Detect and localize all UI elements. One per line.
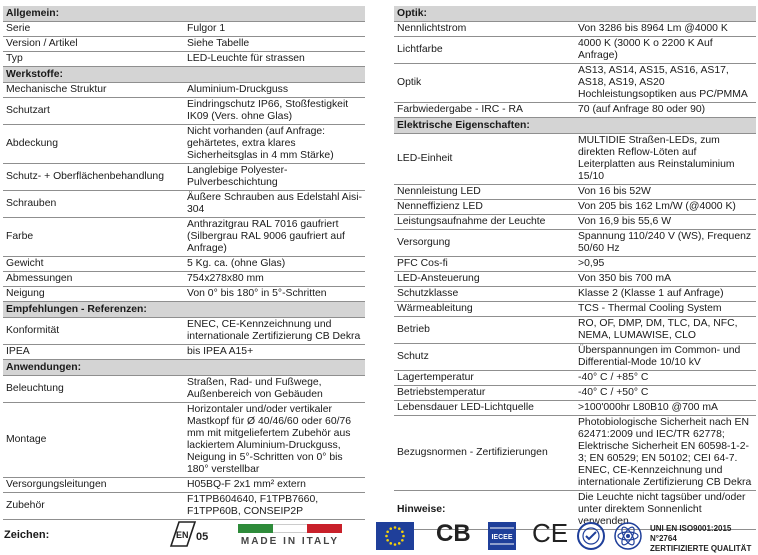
spec-row xyxy=(3,287,365,302)
spec-value: >0,95 xyxy=(575,257,756,272)
spec-label: Lebensdauer LED-Lichtquelle xyxy=(394,401,575,416)
spec-row xyxy=(394,22,756,37)
spec-row xyxy=(394,302,756,317)
spec-value: Von 205 bis 162 Lm/W (@4000 K) xyxy=(575,200,756,215)
spec-row xyxy=(3,272,365,287)
marks-label: Zeichen: xyxy=(4,529,50,541)
quality-certification-seal-icon xyxy=(576,521,606,551)
spec-label: Wärmeableitung xyxy=(394,302,575,317)
spec-value: Straßen, Rad- und Fußwege, Außenbereich von Gebäuden xyxy=(184,376,365,403)
spec-row xyxy=(394,134,756,185)
spec-row xyxy=(394,386,756,401)
spec-row xyxy=(394,401,756,416)
spec-row xyxy=(3,318,365,345)
eu-star-icon xyxy=(386,530,389,533)
section-title: Optik: xyxy=(394,6,756,22)
eu-star-icon xyxy=(386,539,389,542)
spec-row xyxy=(3,218,365,257)
spec-value: F1TPB604640, F1TPB7660, F1TPP60B, CONSEIP2P xyxy=(184,493,365,520)
spec-value: -40° C / +85° C xyxy=(575,371,756,386)
spec-value: MULTIDIE Straßen-LEDs, zum direkten Reflow-Löten auf Leiterplatten aus Reinstaluminium 15/10 xyxy=(575,134,756,185)
iso-certification-text xyxy=(650,524,756,554)
section-title: Werkstoffe: xyxy=(3,67,365,83)
left-spec-table xyxy=(3,6,365,520)
iso-line-1: UNI EN ISO9001:2015 N°2764 xyxy=(650,524,732,543)
spec-value: Von 3286 bis 8964 Lm @4000 K xyxy=(575,22,756,37)
spec-row xyxy=(394,257,756,272)
spec-label: Version / Artikel xyxy=(3,37,184,52)
spec-row xyxy=(394,200,756,215)
spec-label: Konformität xyxy=(3,318,184,345)
spec-value: Von 350 bis 700 mA xyxy=(575,272,756,287)
eu-star-icon xyxy=(401,539,404,542)
svg-text:EN: EN xyxy=(176,530,189,540)
spec-value: bis IPEA A15+ xyxy=(184,345,365,360)
spec-row xyxy=(394,287,756,302)
spec-label: Hinweise: xyxy=(394,491,575,530)
spec-label: PFC Cos-fi xyxy=(394,257,575,272)
spec-value: H05BQ-F 2x1 mm² extern xyxy=(184,478,365,493)
spec-value: 70 (auf Anfrage 80 oder 90) xyxy=(575,103,756,118)
spec-value: Von 16 bis 52W xyxy=(575,185,756,200)
spec-label: Schutz xyxy=(394,344,575,371)
spec-row xyxy=(394,230,756,257)
section-title: Empfehlungen - Referenzen: xyxy=(3,302,365,318)
spec-value: 5 Kg. ca. (ohne Glas) xyxy=(184,257,365,272)
spec-label: Nennleistung LED xyxy=(394,185,575,200)
cb-mark: CB xyxy=(436,520,471,547)
spec-row xyxy=(3,22,365,37)
spec-value: Anthrazitgrau RAL 7016 gaufriert (Silbergrau RAL 9006 gaufriert auf Anfrage) xyxy=(184,218,365,257)
section-title: Elektrische Eigenschaften: xyxy=(394,118,756,134)
spec-row xyxy=(3,478,365,493)
spec-label: Lagertemperatur xyxy=(394,371,575,386)
spec-label: Zubehör xyxy=(3,493,184,520)
spec-row xyxy=(3,37,365,52)
spec-label: Farbe xyxy=(3,218,184,257)
spec-value: Von 0° bis 180° in 5°-Schritten xyxy=(184,287,365,302)
iso-line-2: ZERTIFIZIERTE QUALITÄT xyxy=(650,544,752,553)
certification-footer xyxy=(0,518,758,555)
spec-label: Versorgungsleitungen xyxy=(3,478,184,493)
spec-value: 754x278x80 mm xyxy=(184,272,365,287)
iecee-logo xyxy=(487,521,517,551)
spec-label: Abdeckung xyxy=(3,125,184,164)
spec-row xyxy=(394,64,756,103)
spec-label: Neigung xyxy=(3,287,184,302)
spec-value: Von 16,9 bis 55,6 W xyxy=(575,215,756,230)
section-header xyxy=(3,360,365,376)
enec-logo xyxy=(165,520,213,548)
spec-label: Nennlichtstrom xyxy=(394,22,575,37)
spec-value: Fulgor 1 xyxy=(184,22,365,37)
atom-seal-icon xyxy=(613,521,643,551)
spec-label: Typ xyxy=(3,52,184,67)
spec-row xyxy=(394,344,756,371)
spec-value: RO, OF, DMP, DM, TLC, DA, NFC, NEMA, LUMAWISE, CLO xyxy=(575,317,756,344)
spec-label: Versorgung xyxy=(394,230,575,257)
eu-star-icon xyxy=(394,526,397,529)
spec-row xyxy=(394,185,756,200)
eu-star-icon xyxy=(389,542,392,545)
spec-label: Montage xyxy=(3,403,184,478)
spec-row xyxy=(3,376,365,403)
spec-row xyxy=(394,416,756,491)
italy-flag-icon xyxy=(238,524,342,533)
spec-label: IPEA xyxy=(3,345,184,360)
spec-row xyxy=(394,37,756,64)
section-header xyxy=(3,6,365,22)
spec-label: Abmessungen xyxy=(3,272,184,287)
iecee-text: IECEE xyxy=(491,534,513,541)
eu-star-icon xyxy=(398,542,401,545)
spec-label: LED-Einheit xyxy=(394,134,575,185)
right-spec-table xyxy=(394,6,756,530)
spec-value: AS13, AS14, AS15, AS16, AS17, AS18, AS19, AS20 Hochleistungsoptiken aus PC/PMMA xyxy=(575,64,756,103)
spec-value: Überspannungen im Common- und Differential-Mode 10/10 kV xyxy=(575,344,756,371)
spec-row xyxy=(3,257,365,272)
spec-row xyxy=(3,125,365,164)
eu-star-icon xyxy=(385,535,388,538)
spec-value: ENEC, CE-Kennzeichnung und internationale Zertifizierung CB Dekra xyxy=(184,318,365,345)
spec-row xyxy=(394,215,756,230)
spec-label: Nenneffizienz LED xyxy=(394,200,575,215)
made-in-italy-text: MADE IN ITALY xyxy=(240,536,340,547)
spec-row xyxy=(3,493,365,520)
spec-row xyxy=(3,403,365,478)
spec-label: Beleuchtung xyxy=(3,376,184,403)
spec-label: Farbwiedergabe - IRC - RA xyxy=(394,103,575,118)
eu-star-icon xyxy=(398,527,401,530)
spec-label: Schutzklasse xyxy=(394,287,575,302)
spec-row xyxy=(394,371,756,386)
section-header xyxy=(3,67,365,83)
eu-flag-icon xyxy=(376,522,414,550)
spec-row xyxy=(3,191,365,218)
enec-number: 05 xyxy=(196,531,209,543)
spec-label: Lichtfarbe xyxy=(394,37,575,64)
eu-star-icon xyxy=(394,543,397,546)
spec-label: Mechanische Struktur xyxy=(3,83,184,98)
spec-row xyxy=(394,103,756,118)
section-title: Anwendungen: xyxy=(3,360,365,376)
spec-value: -40° C / +50° C xyxy=(575,386,756,401)
spec-row xyxy=(3,52,365,67)
spec-value: Klasse 2 (Klasse 1 auf Anfrage) xyxy=(575,287,756,302)
spec-label: Betrieb xyxy=(394,317,575,344)
spec-value: Eindringschutz IP66, Stoßfestigkeit IK09 (Vers. ohne Glas) xyxy=(184,98,365,125)
spec-row xyxy=(3,98,365,125)
spec-label: Serie xyxy=(3,22,184,37)
section-header xyxy=(394,6,756,22)
eu-star-icon xyxy=(401,530,404,533)
spec-row xyxy=(3,164,365,191)
section-title: Allgemein: xyxy=(3,6,365,22)
spec-row xyxy=(394,317,756,344)
spec-value: Langlebige Polyester-Pulverbeschichtung xyxy=(184,164,365,191)
spec-row xyxy=(3,83,365,98)
section-header xyxy=(3,302,365,318)
spec-value: Äußere Schrauben aus Edelstahl Aisi-304 xyxy=(184,191,365,218)
spec-value: 4000 K (3000 K o 2200 K Auf Anfrage) xyxy=(575,37,756,64)
made-in-italy-logo xyxy=(238,524,342,550)
spec-label: Leistungsaufnahme der Leuchte xyxy=(394,215,575,230)
spec-value: LED-Leuchte für strassen xyxy=(184,52,365,67)
spec-label: Schutz- + Oberflächenbehandlung xyxy=(3,164,184,191)
spec-label: Bezugsnormen - Zertifizierungen xyxy=(394,416,575,491)
ce-mark: CE xyxy=(532,518,569,548)
spec-value: Aluminium-Druckguss xyxy=(184,83,365,98)
spec-label: LED-Ansteuerung xyxy=(394,272,575,287)
spec-value: Spannung 110/240 V (WS), Frequenz 50/60 Hz xyxy=(575,230,756,257)
spec-row xyxy=(394,272,756,287)
eu-star-icon xyxy=(389,527,392,530)
spec-label: Gewicht xyxy=(3,257,184,272)
spec-row xyxy=(3,345,365,360)
spec-value: Siehe Tabelle xyxy=(184,37,365,52)
spec-label: Schrauben xyxy=(3,191,184,218)
section-header xyxy=(394,118,756,134)
spec-value: Photobiologische Sicherheit nach EN 62471:2009 und IEC/TR 62778; Elektrische Sicherheit EN 60598-1-2-3; EN 60529; EN 50102; CEI 64-7. ENEC, CE-Kennzeichnung und internationale Zertifizierung CB Dekra xyxy=(575,416,756,491)
spec-label: Optik xyxy=(394,64,575,103)
spec-label: Betriebstemperatur xyxy=(394,386,575,401)
spec-value: Die Leuchte nicht tagsüber und/oder unter direktem Sonnenlicht verwenden. xyxy=(575,491,756,530)
spec-value: TCS - Thermal Cooling System xyxy=(575,302,756,317)
spec-value: Nicht vorhanden (auf Anfrage: gehärtetes, extra klares Sicherheitsglas in 4 mm Stärke) xyxy=(184,125,365,164)
spec-label: Schutzart xyxy=(3,98,184,125)
spec-value: >100'000hr L80B10 @700 mA xyxy=(575,401,756,416)
eu-star-icon xyxy=(402,535,405,538)
spec-value: Horizontaler und/oder vertikaler Mastkopf für Ø 40/46/60 oder 60/76 mm mit mitgeliefertem Zubehör aus lackiertem Aluminium-Druckguss, Neigung in 5°-Schritten von 0° bis 180° verstellbar xyxy=(184,403,365,478)
